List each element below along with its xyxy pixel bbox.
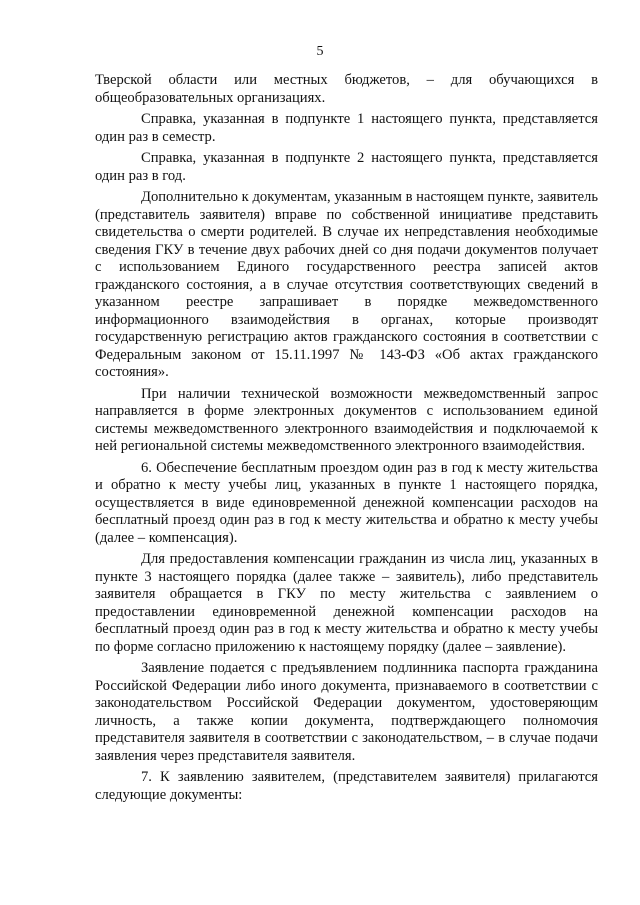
paragraph-additional-documents: Дополнительно к документам, указанным в настоящем пункте, заявитель (представитель заявителя) вправе по собственной инициативе представить свидетельства о смерти родителей. В случае их непредставления необходимые сведения ГКУ в течение двух рабочих дней со дня подачи документов получает с использованием Единого государственного реестра записей актов гражданского состояния, а в случае отсутствия соответствующих сведений в указанном реестре запрашивает в порядке межведомственного информационного взаимодействия в органах, которые производят государственную регистрацию актов гражданского состояния в соответствии с Федеральным законом от 15.11.1997 № 143-ФЗ «Об актах гражданского состояния». (95, 189, 598, 380)
paragraph-item-6: 6. Обеспечение бесплатным проездом один раз в год к месту жительства и обратно к месту учебы лиц, указанных в пункте 1 настоящего порядка, осуществляется в виде единовременной денежной компенсации расходов на бесплатный проезд один раз в год к месту жительства и обратно к месту учебы (далее – компенсация). (95, 459, 598, 546)
page-number: 5 (316, 44, 324, 59)
document-body (95, 72, 598, 808)
paragraph-interagency-request: При наличии технической возможности межведомственный запрос направляется в форме электронных документов с использованием единой системы межведомственного электронного взаимодействия и подключаемой к ней региональной системы межведомственного электронного взаимодействия. (95, 385, 598, 454)
paragraph-continuation: Тверской области или местных бюджетов, – для обучающихся в общеобразовательных организациях. (95, 72, 598, 106)
paragraph-application-submission: Заявление подается с предъявлением подлинника паспорта гражданина Российской Федерации либо иного документа, признаваемого в соответствии с законодательством Российской Федерации документом, удостоверяющим личность, а также копии документа, подтверждающего полномочия представителя заявителя в соответствии с законодательством, – в случае подачи заявления через представителя заявителя. (95, 660, 598, 764)
paragraph-annual-certificate: Справка, указанная в подпункте 2 настоящего пункта, представляется один раз в год. (95, 150, 598, 184)
paragraph-semester-certificate: Справка, указанная в подпункте 1 настоящего пункта, представляется один раз в семестр. (95, 111, 598, 145)
paragraph-item-7: 7. К заявлению заявителем, (представителем заявителя) прилагаются следующие документы: (95, 769, 598, 803)
paragraph-compensation-application: Для предоставления компенсации гражданин из числа лиц, указанных в пункте 3 настоящего порядка (далее также – заявитель), либо представитель заявителя обращается в ГКУ по месту жительства с заявлением о предоставлении единовременной денежной компенсации расходов на бесплатный проезд один раз в год к месту жительства и обратно к месту учебы по форме согласно приложению к настоящему порядку (далее – заявление). (95, 551, 598, 655)
